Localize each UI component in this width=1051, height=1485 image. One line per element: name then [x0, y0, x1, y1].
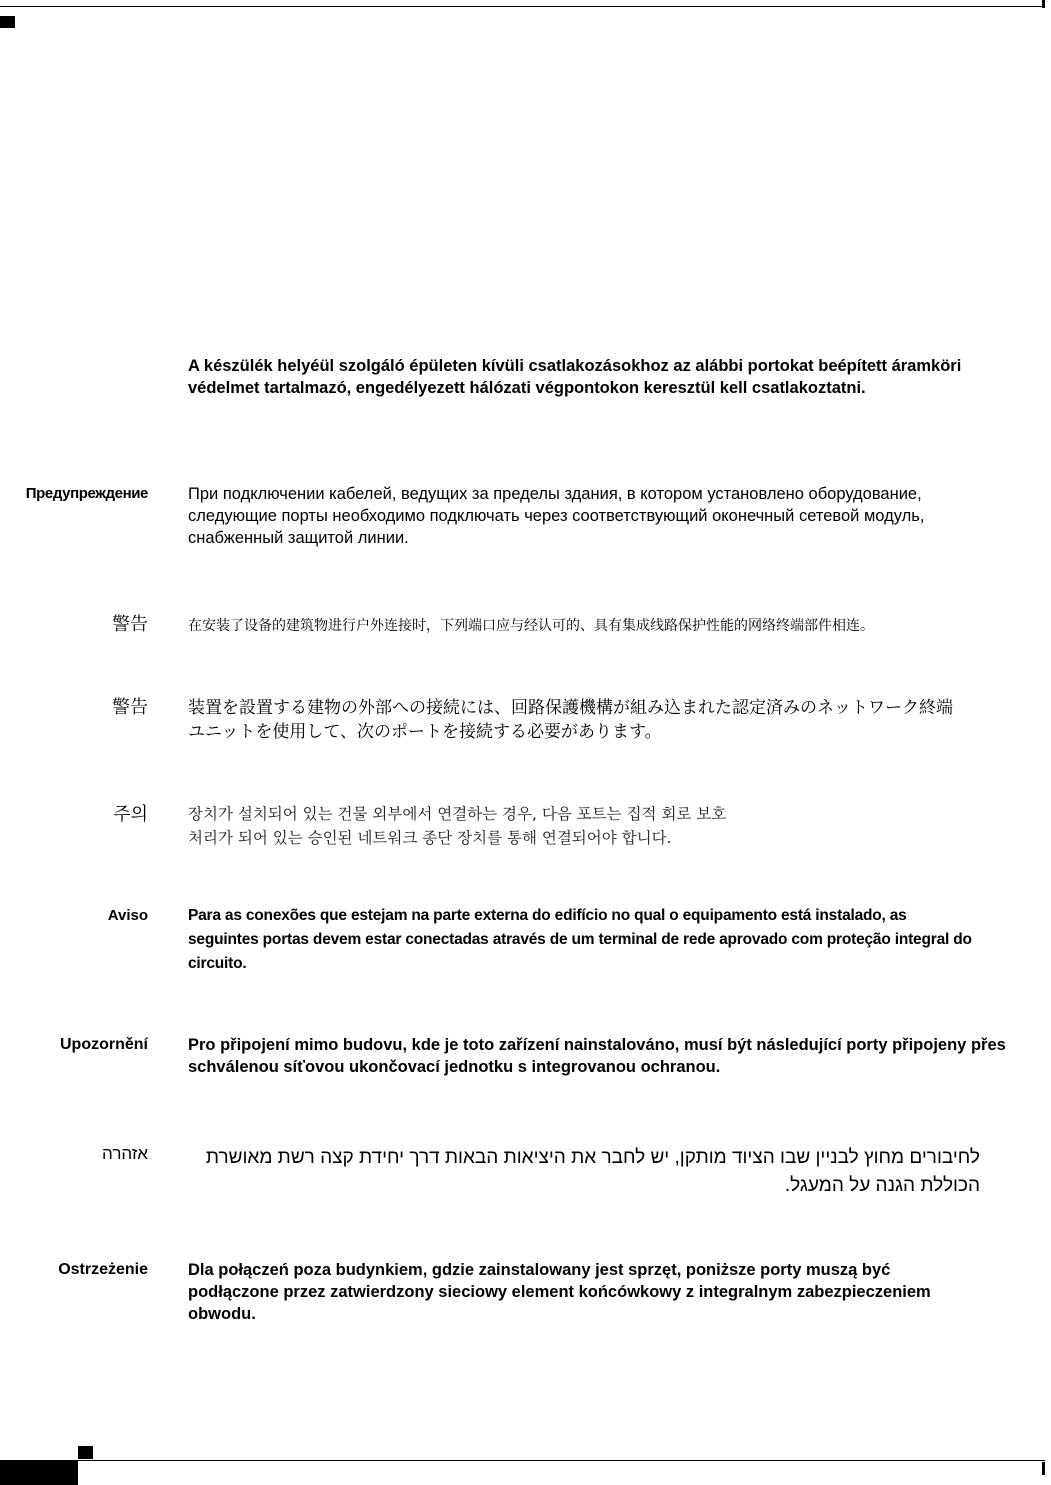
warning-label-chinese: 警告 [112, 614, 148, 635]
warning-text-russian: При подключении кабелей, ведущих за пределы здания, в котором установлено оборудование, следующие порты необходимо подключать через соответствующий оконечный сетевой модуль, снабженный защитой линии. [188, 485, 925, 547]
warning-text-czech: Pro připojení mimo budovu, kde je toto zařízení nainstalováno, musí být následující porty připojeny přes schválenou síťovou ukončovací jednotku s integrovanou ochranou. [188, 1036, 1006, 1076]
footer-rule [78, 1460, 1045, 1461]
footer-bar [0, 1460, 78, 1485]
warning-text-chinese: 在安装了设备的建筑物进行户外连接时，下列端口应与经认可的、具有集成线路保护性能的网络终端部件相连。 [188, 618, 874, 634]
warning-label-korean: 주의 [113, 804, 148, 825]
warning-text-hungarian: A készülék helyéül szolgáló épületen kívüli csatlakozásokhoz az alábbi portokat beépített áramköri védelmet tartalmazó, engedélyezett hálózati végpontokon keresztül kell csatlakoztatni. [188, 357, 962, 397]
warning-text-japanese-line: 装置を設置する建物の外部への接続には、回路保護機構が組み込まれた認定済みのネットワーク終端 [188, 698, 953, 718]
warning-text-korean-line: 처리가 되어 있는 승인된 네트워크 종단 장치를 통해 연결되어야 합니다. [188, 829, 672, 847]
header-rule [0, 6, 1043, 7]
warning-text-korean-line: 장치가 설치되어 있는 건물 외부에서 연결하는 경우, 다음 포트는 집적 회로 보호 [188, 805, 727, 823]
warning-text-japanese-line: ユニットを使用して、次のポートを接続する必要があります。 [188, 722, 662, 742]
warning-label-japanese: 警告 [112, 697, 148, 718]
warning-text-japanese [188, 696, 1048, 744]
header-marker [0, 16, 15, 28]
warning-label-czech: Upozornění [60, 1036, 148, 1053]
warning-text-hebrew: לחיבורים מחוץ לבניין שבו הציוד מותקן, יש לחבר את היציאות הבאות דרך יחידת קצה רשת מאושרת הכוללת הגנה על המעגל. [205, 1147, 980, 1196]
warning-text-polish: Dla połączeń poza budynkiem, gdzie zainstalowany jest sprzęt, poniższe porty muszą być podłączone przez zatwierdzony sieciowy element końcówkowy z integralnym zabezpieczeniem obwodu. [188, 1261, 931, 1323]
footer-marker [78, 1446, 93, 1459]
warning-text-portuguese: Para as conexões que estejam na parte externa do edifício no qual o equipamento está instalado, as seguintes portas devem estar conectadas através de um terminal de rede aprovado com proteção integral do circuito. [188, 907, 972, 972]
warning-label-polish: Ostrzeżenie [58, 1261, 148, 1278]
footer-tick [1042, 1462, 1045, 1475]
warning-label-hebrew: אזהרה [102, 1144, 148, 1163]
warning-label-russian: Предупреждение [25, 485, 148, 502]
warning-label-portuguese: Aviso [107, 907, 148, 924]
header-tick [1042, 0, 1045, 8]
warning-text-korean [188, 802, 1048, 850]
